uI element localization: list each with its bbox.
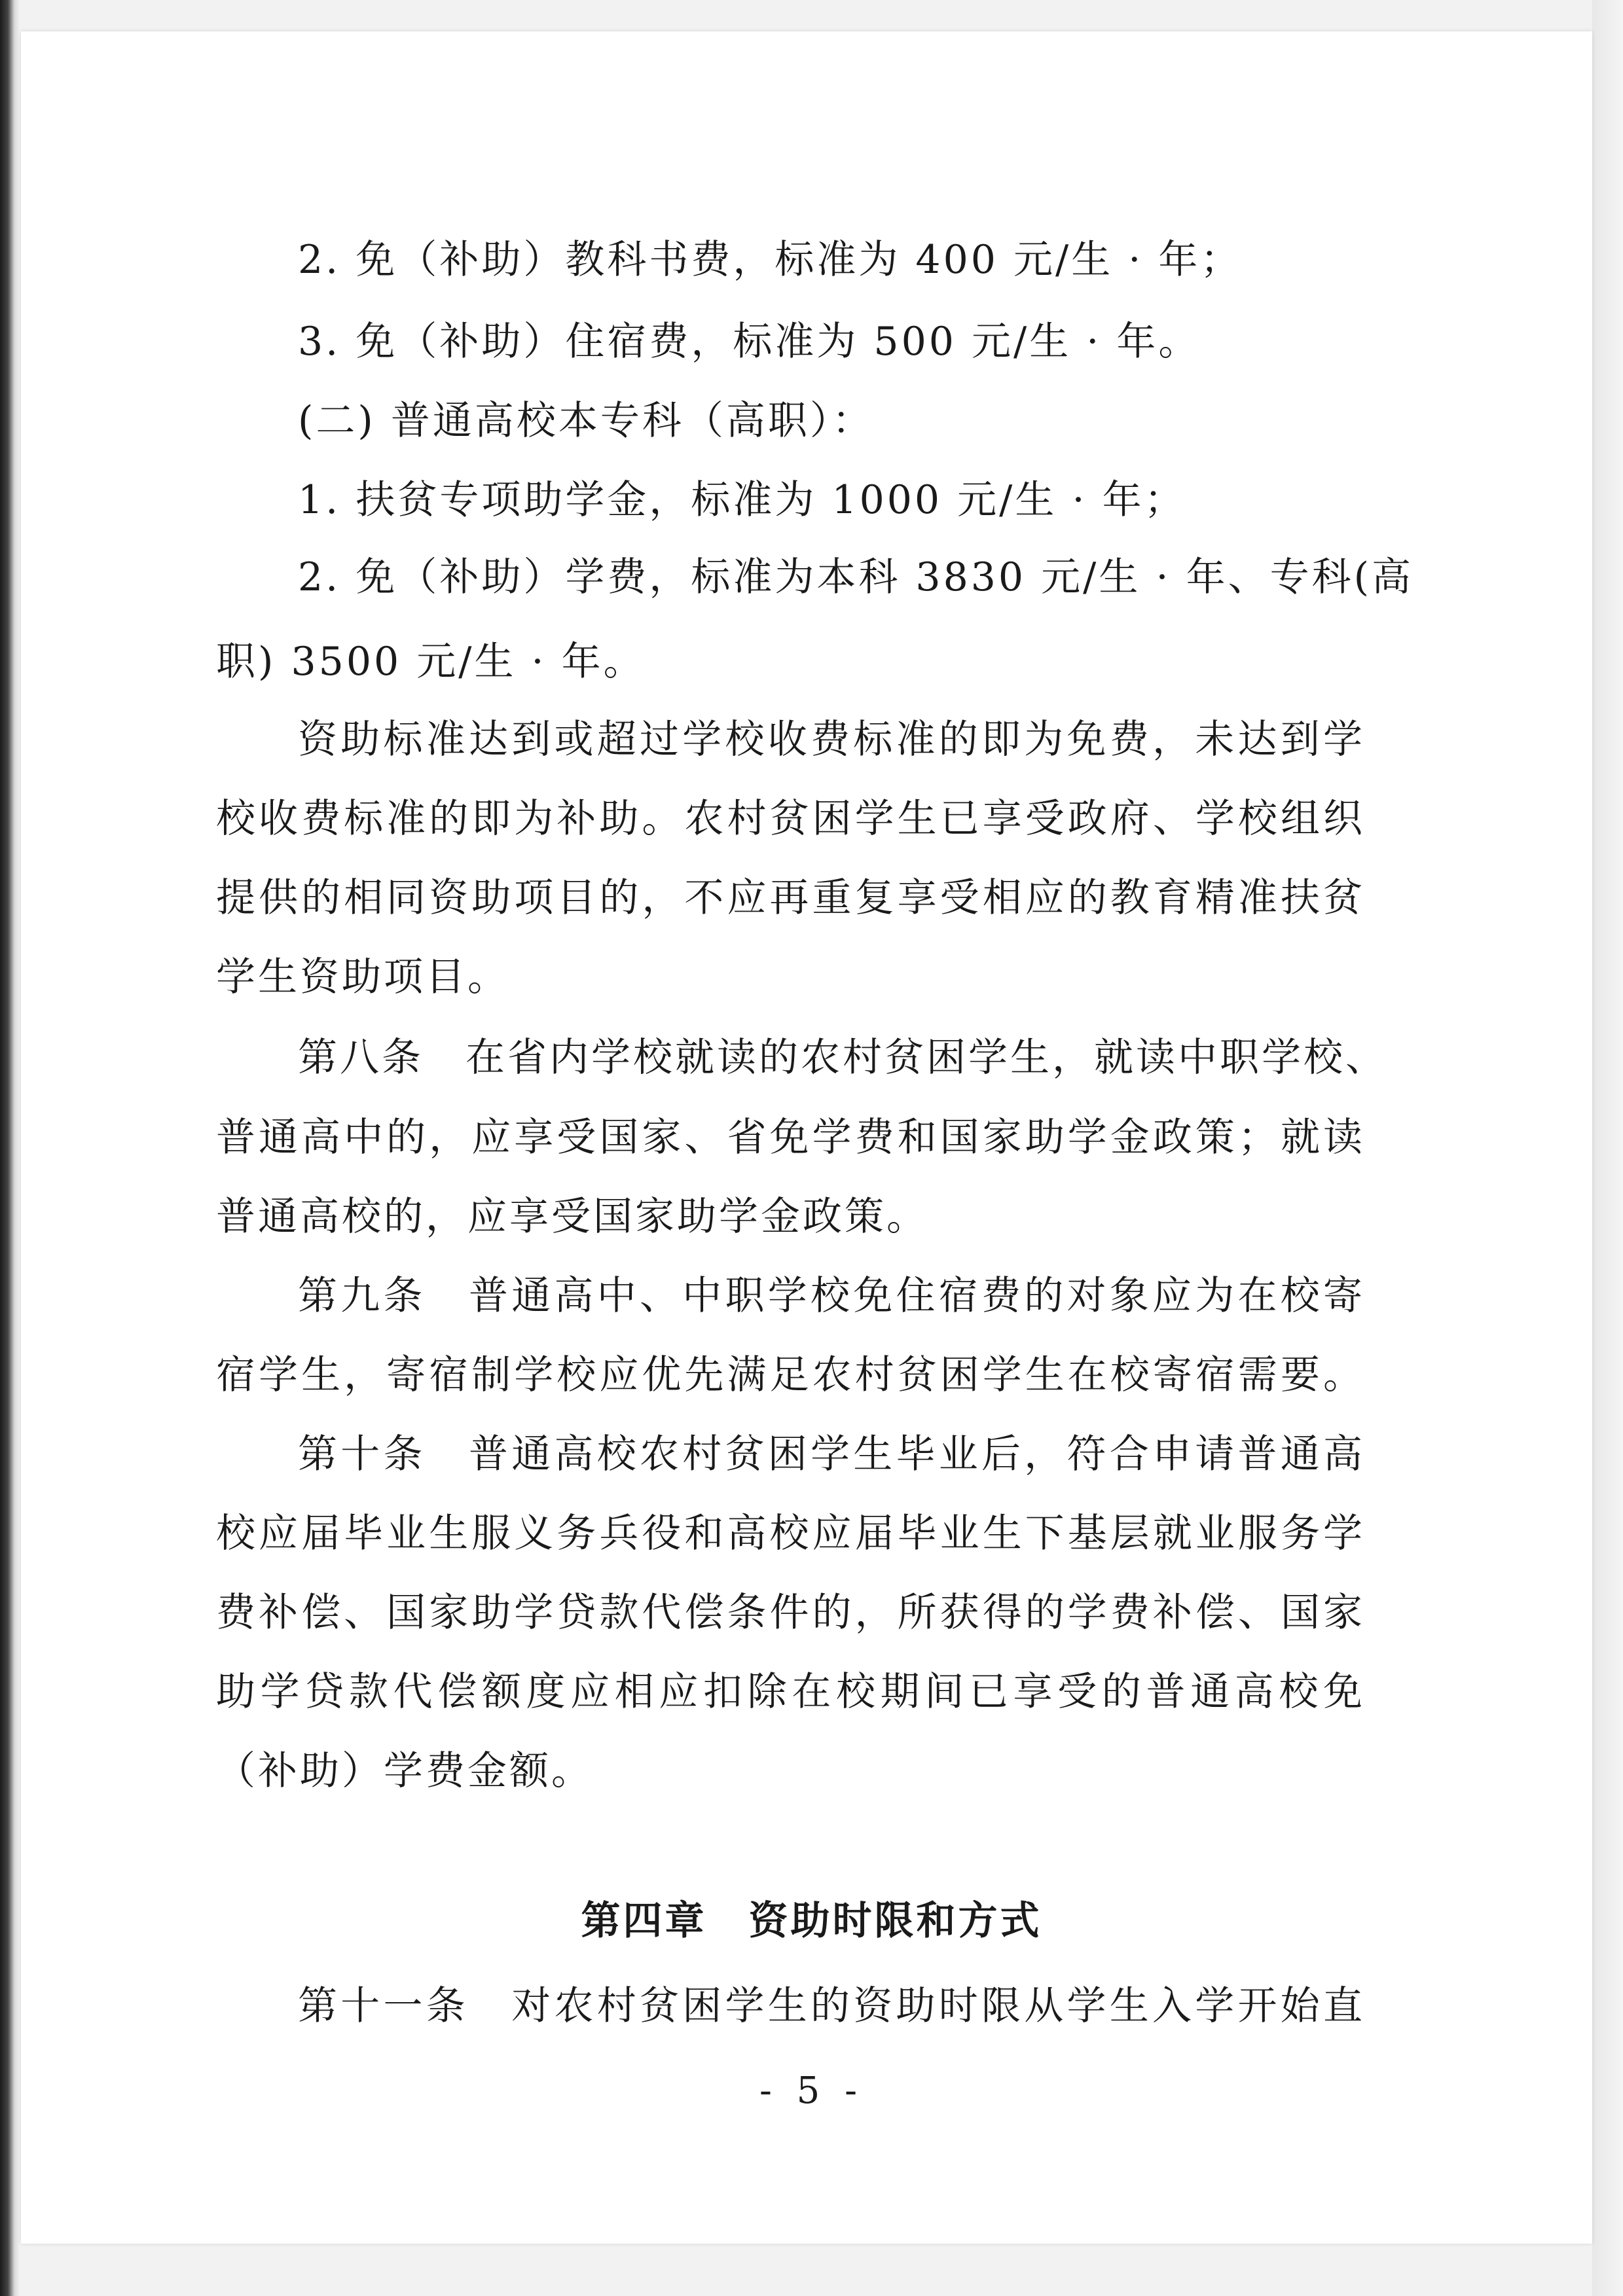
chapter-heading: 第四章 资助时限和方式 — [581, 1898, 1042, 1944]
text-line: 学生资助项目。 — [216, 954, 509, 1000]
text-line: 2. 免（补助）教科书费，标准为 400 元/生 · 年； — [298, 237, 1243, 283]
text-line: 第八条 在省内学校就读的农村贫困学生，就读中职学校、 — [298, 1035, 1387, 1081]
text-line: （补助）学费金额。 — [216, 1748, 593, 1794]
text-line: 第十条 普通高校农村贫困学生毕业后，符合申请普通高 — [298, 1431, 1365, 1477]
text-line: 助学贷款代偿额度应相应扣除在校期间已享受的普通高校免 — [216, 1669, 1365, 1715]
text-line: 第九条 普通高中、中职学校免住宿费的对象应为在校寄 — [298, 1273, 1365, 1319]
text-line: 校收费标准的即为补助。农村贫困学生已享受政府、学校组织 — [216, 796, 1365, 842]
text-line: 普通高校的，应享受国家助学金政策。 — [216, 1194, 928, 1240]
text-line: 3. 免（补助）住宿费，标准为 500 元/生 · 年。 — [298, 319, 1201, 365]
scan-left-edge — [0, 0, 20, 2296]
text-line: 第十一条 对农村贫困学生的资助时限从学生入学开始直 — [298, 1983, 1365, 2029]
text-line: 宿学生，寄宿制学校应优先满足农村贫困学生在校寄宿需要。 — [216, 1352, 1365, 1398]
text-line: 普通高中的，应享受国家、省免学费和国家助学金政策；就读 — [216, 1115, 1365, 1160]
text-line: 2. 免（补助）学费，标准为本科 3830 元/生 · 年、专科(高 — [298, 554, 1413, 600]
text-line: (二) 普通高校本专科（高职）： — [298, 398, 874, 444]
text-line: 1. 扶贫专项助学金，标准为 1000 元/生 · 年； — [298, 477, 1186, 523]
text-line: 校应届毕业生服义务兵役和高校应届毕业生下基层就业服务学 — [216, 1511, 1365, 1556]
text-line: 职) 3500 元/生 · 年。 — [216, 639, 646, 685]
text-line: 资助标准达到或超过学校收费标准的即为免费，未达到学 — [298, 717, 1365, 762]
scan-right-edge — [1592, 0, 1623, 2296]
page-number: - 5 - — [759, 2070, 864, 2112]
text-line: 费补偿、国家助学贷款代偿条件的，所获得的学费补偿、国家 — [216, 1590, 1365, 1636]
text-line: 提供的相同资助项目的，不应再重复享受相应的教育精准扶贫 — [216, 875, 1365, 921]
